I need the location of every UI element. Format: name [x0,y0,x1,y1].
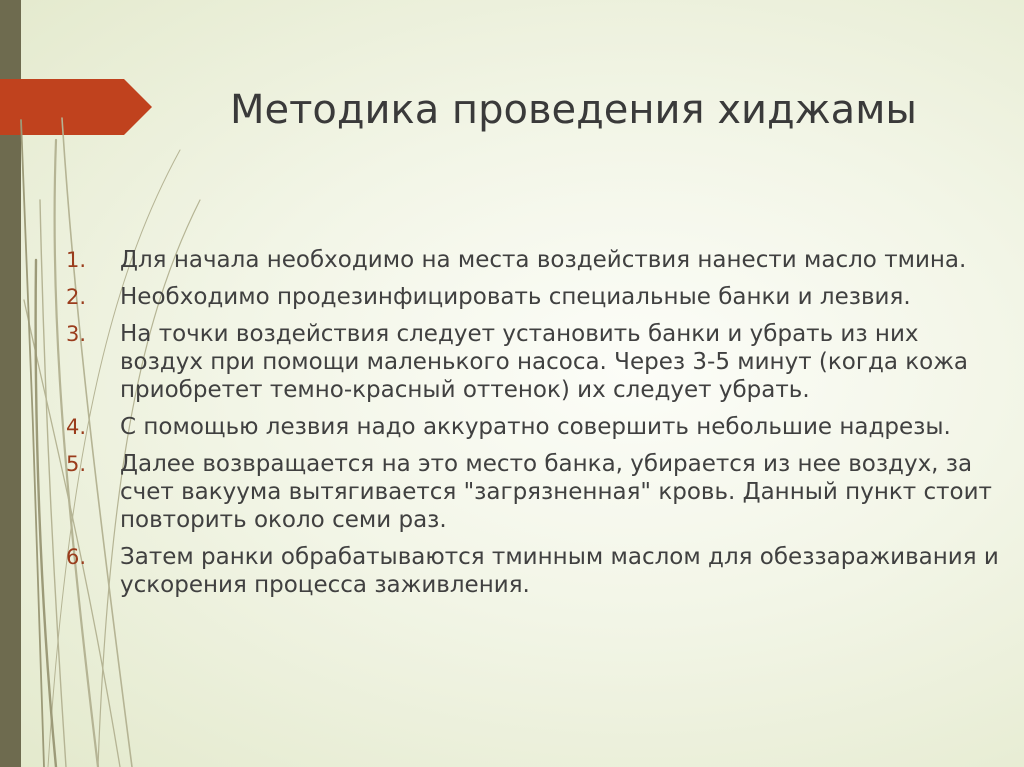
item-text: Далее возвращается на это место банка, убирается из нее воздух, за счет вакуума вытягивается "загрязненная" кровь. Данный пункт стоит повторить около семи раз. [120,451,992,533]
item-number: 1. [66,248,87,272]
grass-blade [40,200,66,767]
item-number: 4. [66,415,87,439]
item-number: 2. [66,285,87,309]
list-item [66,450,1001,534]
item-number: 3. [66,322,87,346]
list-item [66,246,1001,274]
item-text: На точки воздействия следует установить банки и убрать из них воздух при помощи маленького насоса. Через 3-5 минут (когда кожа приобретет темно-красный оттенок) их следует убрать. [120,321,969,403]
grass-blade [36,260,56,767]
list-item [66,283,1001,311]
item-text: Затем ранки обрабатываются тминным маслом для обеззараживания и ускорения процесса заживления. [120,544,999,598]
list-item [66,413,1001,441]
steps-list [66,246,1001,608]
item-number: 5. [66,452,87,476]
item-text: Необходимо продезинфицировать специальные банки и лезвия. [120,284,911,310]
list-item [66,543,1001,599]
item-number: 6. [66,545,87,569]
item-text: Для начала необходимо на места воздействия нанести масло тмина. [120,247,967,273]
list-item [66,320,1001,404]
item-text: С помощью лезвия надо аккуратно совершить небольшие надрезы. [120,414,951,440]
slide-title: Методика проведения хиджамы [230,87,917,133]
